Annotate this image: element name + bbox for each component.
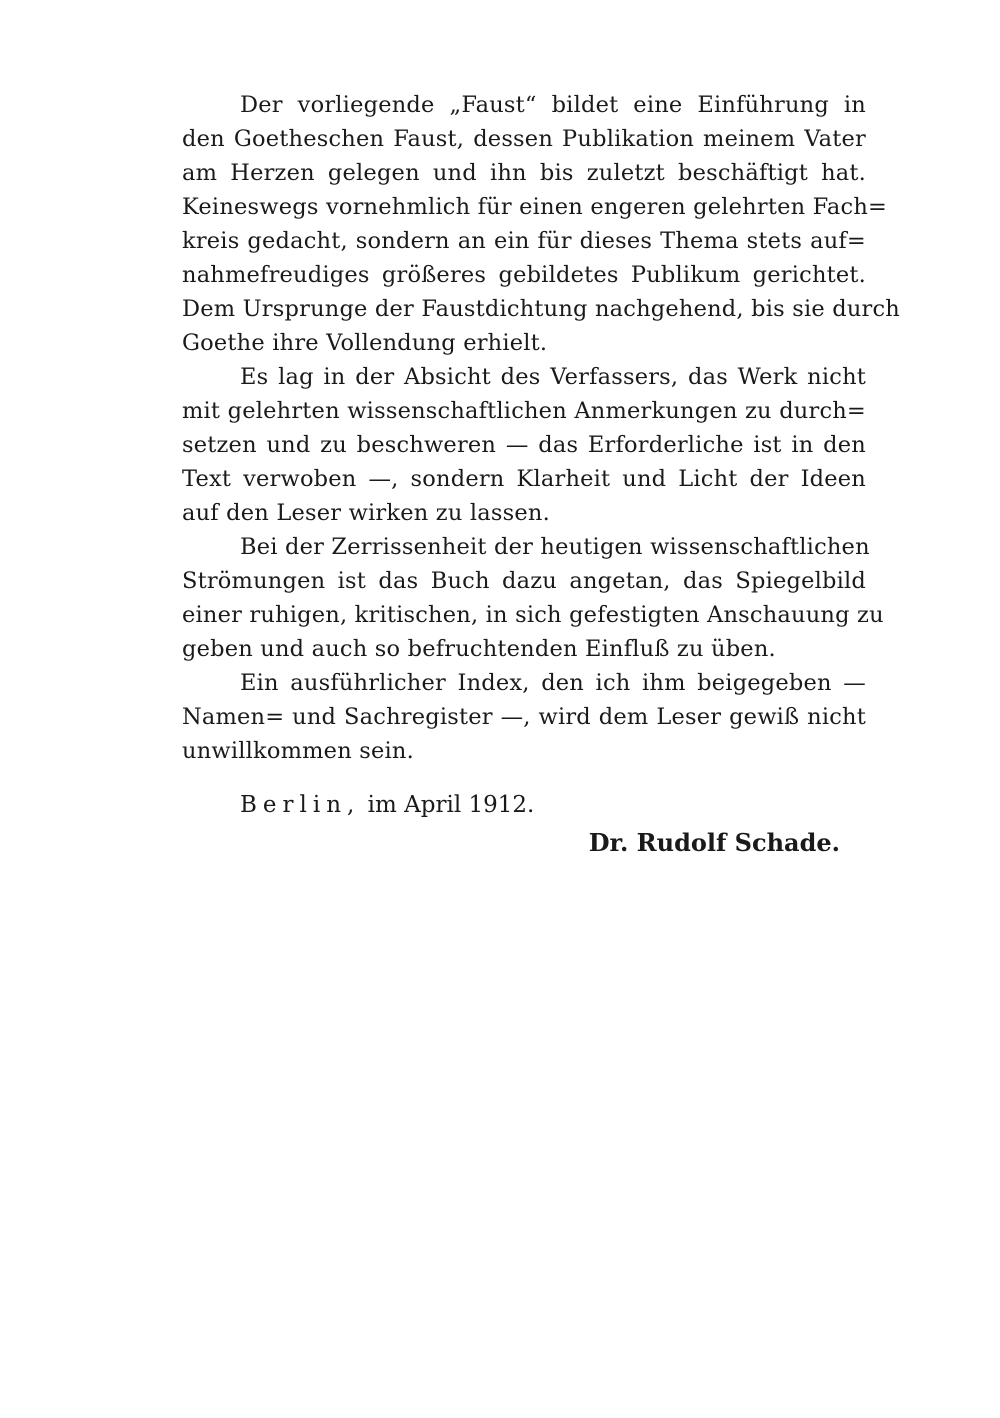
place-and-date: [240, 788, 534, 822]
place-name: Berlin,: [240, 792, 361, 818]
paragraph-2-line-4: Text verwoben —, sondern Klarheit und Licht der Ideen: [182, 466, 866, 492]
paragraph-2-line-1: Es lag in der Absicht des Verfassers, das Werk nicht: [240, 364, 866, 390]
paragraph-3-line-4: geben und auch so befruchtenden Einfluß zu üben.: [182, 636, 776, 662]
paragraph-1-line-5: kreis gedacht, sondern an ein für dieses Thema stets auf=: [182, 228, 866, 254]
paragraph-1-line-8: Goethe ihre Vollendung erhielt.: [182, 330, 548, 356]
paragraph-4-line-3: unwillkommen sein.: [182, 738, 414, 764]
paragraph-4-line-2: Namen= und Sachregister —, wird dem Leser gewiß nicht: [182, 704, 866, 730]
paragraph-1-line-1: Der vorliegende „Faust“ bildet eine Einführung in: [240, 92, 866, 118]
paragraph-4-line-1: Ein ausführlicher Index, den ich ihm beigegeben —: [240, 670, 866, 696]
paragraph-1-line-4: Keineswegs vornehmlich für einen engeren gelehrten Fach=: [182, 194, 888, 220]
paragraph-2-line-3: setzen und zu beschweren — das Erforderliche ist in den: [182, 432, 866, 458]
paragraph-1-line-7: Dem Ursprunge der Faustdichtung nachgehend, bis sie durch: [182, 296, 900, 322]
paragraph-3-line-2: Strömungen ist das Buch dazu angetan, das Spiegelbild: [182, 568, 866, 594]
paragraph-1-line-6: nahmefreudiges größeres gebildetes Publikum gerichtet.: [182, 262, 866, 288]
paragraph-1-line-3: am Herzen gelegen und ihn bis zuletzt beschäftigt hat.: [182, 160, 866, 186]
preface-text: [182, 88, 900, 768]
author-signature: Dr. Rudolf Schade.: [588, 828, 840, 857]
date-text: im April 1912.: [367, 792, 535, 818]
paragraph-1-line-2: den Goetheschen Faust, dessen Publikation meinem Vater: [182, 126, 866, 152]
paragraph-2-line-5: auf den Leser wirken zu lassen.: [182, 500, 550, 526]
paragraph-3-line-1: Bei der Zerrissenheit der heutigen wissenschaftlichen: [240, 534, 870, 560]
paragraph-3-line-3: einer ruhigen, kritischen, in sich gefestigten Anschauung zu: [182, 602, 884, 628]
paragraph-2-line-2: mit gelehrten wissenschaftlichen Anmerkungen zu durch=: [182, 398, 866, 424]
